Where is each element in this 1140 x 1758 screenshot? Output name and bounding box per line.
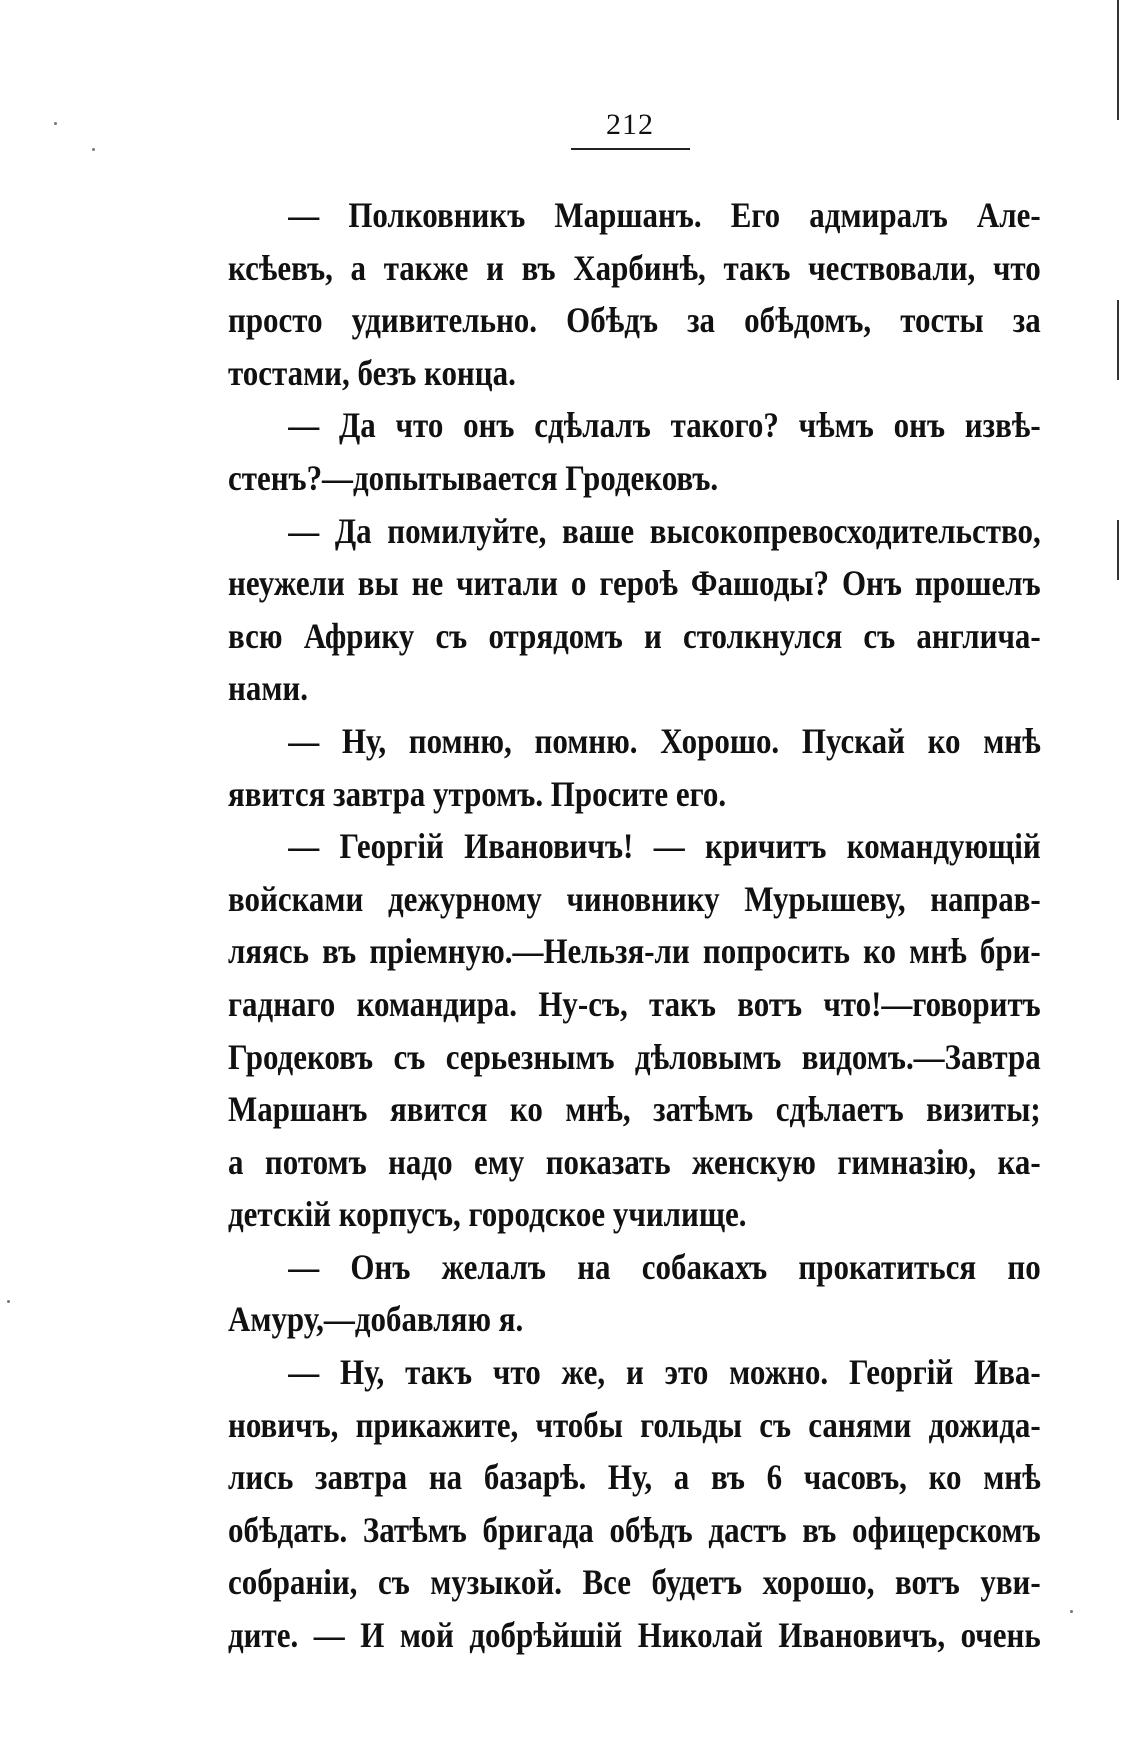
text-line: дите. — И мой добрѣйшій Николай Ивановичъ, очень bbox=[228, 1615, 1041, 1656]
text-line: собраніи, съ музыкой. Все будетъ хорошо, вотъ уви- bbox=[228, 1562, 1041, 1603]
text-line: тостами, безъ конца. bbox=[228, 352, 516, 393]
text-line: детскій корпусъ, городское училище. bbox=[228, 1194, 747, 1235]
text-line: обѣдать. Затѣмъ бригада обѣдъ дастъ въ офицерскомъ bbox=[228, 1509, 1041, 1550]
scan-speck bbox=[7, 1300, 10, 1303]
text-line: новичъ, прикажите, чтобы гольды съ санями дожида- bbox=[228, 1404, 1041, 1445]
text-line: — Онъ желалъ на собакахъ прокатиться по bbox=[288, 1246, 1041, 1287]
text-line: — Ну, такъ что же, и это можно. Георгій Ива- bbox=[288, 1352, 1041, 1393]
text-line: — Да что онъ сдѣлалъ такого? чѣмъ онъ извѣ- bbox=[288, 405, 1041, 446]
text-line: Гродековъ съ серьезнымъ дѣловымъ видомъ.—Завтра bbox=[228, 1036, 1041, 1077]
text-line: ксѣевъ, а также и въ Харбинѣ, такъ чествовали, что bbox=[228, 247, 1041, 288]
page-number-rule bbox=[571, 148, 690, 150]
text-line: всю Африку съ отрядомъ и столкнулся съ англича- bbox=[228, 615, 1041, 656]
text-line: ляясь въ пріемную.—Нельзя-ли попросить ко мнѣ бри- bbox=[228, 931, 1041, 972]
scan-speck bbox=[54, 122, 57, 125]
text-line: гаднаго командира. Ну-съ, такъ вотъ что!—говоритъ bbox=[228, 983, 1041, 1024]
body-text bbox=[228, 189, 1041, 1662]
text-line: — Да помилуйте, ваше высокопревосходительство, bbox=[288, 510, 1041, 551]
text-line: нами. bbox=[228, 668, 308, 709]
page-edge-line bbox=[1117, 0, 1119, 120]
text-line: войсками дежурному чиновнику Мурышеву, направ- bbox=[228, 878, 1041, 919]
text-line: Амуру,—добавляю я. bbox=[228, 1299, 524, 1340]
text-line: лись завтра на базарѣ. Ну, а въ 6 часовъ, ко мнѣ bbox=[228, 1457, 1041, 1498]
page-edge-line bbox=[1117, 300, 1119, 380]
text-line: явится завтра утромъ. Просите его. bbox=[228, 773, 727, 814]
text-line: — Георгій Ивановичъ! — кричитъ командующій bbox=[288, 826, 1041, 867]
text-line: стенъ?—допытывается Гродековъ. bbox=[228, 457, 719, 498]
text-line: просто удивительно. Обѣдъ за обѣдомъ, тосты за bbox=[228, 300, 1041, 341]
page-edge-line bbox=[1117, 520, 1119, 580]
scan-speck bbox=[92, 148, 95, 151]
page-number: 212 bbox=[606, 108, 654, 141]
text-line: — Ну, помню, помню. Хорошо. Пускай ко мнѣ bbox=[288, 720, 1041, 761]
text-line: неужели вы не читали о героѣ Фашоды? Онъ прошелъ bbox=[228, 563, 1041, 604]
scan-speck bbox=[1070, 1610, 1073, 1613]
text-line: а потомъ надо ему показать женскую гимназію, ка- bbox=[228, 1141, 1041, 1182]
text-line: Маршанъ явится ко мнѣ, затѣмъ сдѣлаетъ визиты; bbox=[228, 1089, 1041, 1130]
text-line: — Полковникъ Маршанъ. Его адмиралъ Але- bbox=[288, 195, 1041, 235]
